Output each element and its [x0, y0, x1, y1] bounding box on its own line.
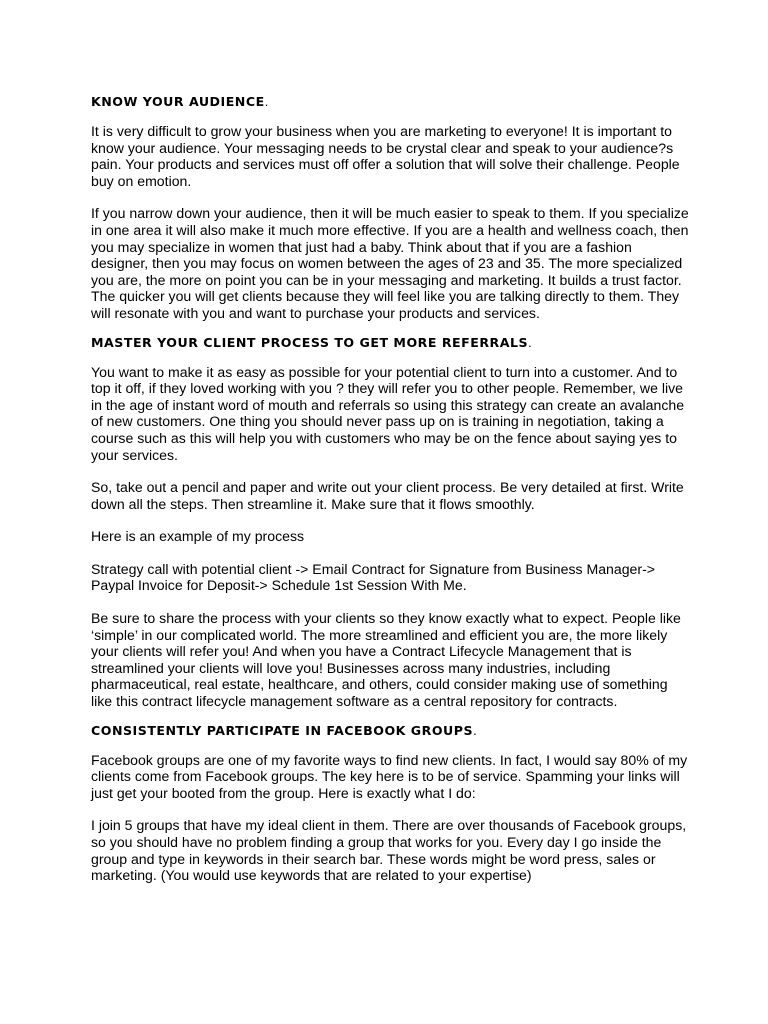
heading-text: KNOW YOUR AUDIENCE: [91, 94, 265, 109]
text-line: designer, then you may focus on women between the ages of 23 and 35. The more specialized: [91, 255, 683, 272]
text-line: know your audience. Your messaging needs to be crystal clear and speak to your audience?s: [91, 139, 674, 156]
text-line: pain. Your products and services must off offer a solution that will solve their challenge. People: [91, 156, 680, 173]
text-line: pharmaceutical, real estate, healthcare, and others, could consider making use of something: [91, 676, 668, 693]
section-heading: [91, 722, 681, 740]
text-line: top it off, if they loved working with you ? they will refer you to other people. Remember, we live: [91, 380, 683, 397]
text-line: clients come from Facebook groups. The key here is to be of service. Spamming your links will: [91, 768, 680, 785]
paragraph: [91, 610, 681, 710]
paragraph: [91, 528, 681, 545]
heading-suffix: .: [528, 335, 532, 350]
text-line: Facebook groups are one of my favorite ways to find new clients. In fact, I would say 80% of my: [91, 751, 688, 768]
section-heading: [91, 93, 681, 111]
paragraph: [91, 817, 687, 884]
text-line: You want to make it as easy as possible for your potential client to turn into a customer. And to: [91, 363, 678, 380]
paragraph: [91, 751, 688, 802]
text-line: course such as this will help you with customers who may be on the fence about saying yes to: [91, 429, 677, 446]
paragraph: [91, 205, 689, 321]
section-facebook-groups: [91, 722, 688, 884]
text-line: group and type in keywords in their search bar. These words might be word press, sales or: [91, 850, 656, 867]
heading-suffix: .: [264, 95, 269, 109]
text-line: streamlined your clients will love you! Businesses across many industries, including: [91, 659, 611, 676]
paragraph: [91, 363, 685, 464]
text-line: your clients will refer you! And when you have a Contract Lifecycle Management that is: [91, 643, 632, 660]
paragraph: [91, 561, 681, 594]
text-line: If you narrow down your audience, then it will be much easier to speak to them. If you specialize: [91, 205, 689, 222]
section-know-your-audience: [91, 93, 689, 322]
text-line: I join 5 groups that have my ideal client in them. There are over thousands of Facebook groups,: [91, 817, 687, 834]
text-line: The quicker you will get clients because they will feel like you are talking directly to them. They: [91, 288, 680, 305]
text-line: you may specialize in women that just had a baby. Think about that if you are a fashion: [91, 238, 632, 255]
text-line: It is very difficult to grow your business when you are marketing to everyone! It is important to: [91, 123, 672, 139]
text-line: buy on emotion.: [91, 172, 192, 189]
text-line: just get your booted from the group. Here is exactly what I do:: [91, 784, 476, 801]
text-line: you are, the more on point you can be in your messaging and marketing. It builds a trust factor.: [91, 271, 682, 288]
text-line: in one area it will also make it much more effective. If you are a health and wellness coach, then: [91, 221, 689, 238]
document-page: [91, 93, 689, 900]
text-line: of new customers. One thing you should never pass up on is training in negotiation, taking a: [91, 413, 664, 430]
heading-text: CONSISTENTLY PARTICIPATE IN FACEBOOK GROUPS: [91, 722, 474, 738]
paragraph: [91, 479, 684, 512]
text-line: Here is an example of my process: [91, 528, 305, 545]
text-line: will resonate with you and want to purchase your products and services.: [91, 304, 540, 321]
text-line: Be sure to share the process with your clients so they know exactly what to expect. People like: [91, 610, 681, 627]
text-line: Strategy call with potential client -> Email Contract for Signature from Business Manager->: [91, 560, 656, 577]
section-master-client-process: [91, 334, 685, 710]
text-line: ‘simple’ in our complicated world. The more streamlined and efficient you are, the more likely: [91, 626, 668, 643]
text-line: marketing. (You would use keywords that are related to your expertise): [91, 867, 532, 884]
text-line: in the age of instant word of mouth and referrals so using this strategy can create an avalanche: [91, 396, 685, 413]
text-line: Paypal Invoice for Deposit-> Schedule 1st Session With Me.: [91, 577, 467, 594]
text-line: So, take out a pencil and paper and write out your client process. Be very detailed at first. Write: [91, 479, 684, 496]
text-line: so you should have no problem finding a group that works for you. Every day I go inside the: [91, 834, 662, 850]
text-line: your services.: [91, 446, 178, 463]
section-heading: [91, 334, 681, 352]
text-line: down all the steps. Then streamline it. Make sure that it flows smoothly.: [91, 495, 535, 512]
paragraph: [91, 123, 681, 189]
text-line: like this contract lifecycle management software as a central repository for contracts.: [91, 693, 618, 710]
heading-text: MASTER YOUR CLIENT PROCESS TO GET MORE REFERRALS: [91, 334, 529, 350]
heading-suffix: .: [473, 723, 477, 738]
